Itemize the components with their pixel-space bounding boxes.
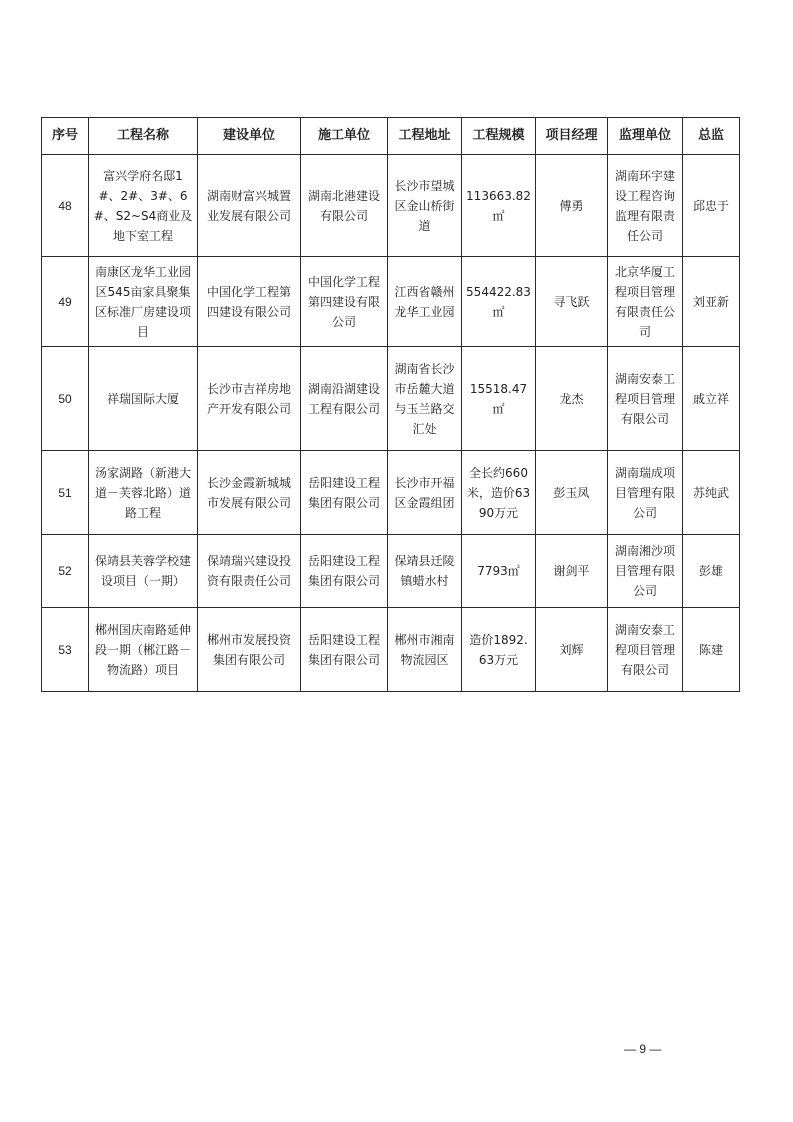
cell-scale: 全长约660米，造价6390万元 <box>462 451 536 535</box>
cell-contractor: 湖南北港建设有限公司 <box>301 155 388 257</box>
project-table <box>41 117 740 692</box>
header-contractor: 施工单位 <box>301 118 388 155</box>
cell-seq: 51 <box>42 451 89 535</box>
header-name: 工程名称 <box>89 118 198 155</box>
cell-director: 彭雄 <box>683 535 740 608</box>
cell-director: 邱忠于 <box>683 155 740 257</box>
cell-supervisor: 湖南安泰工程项目管理有限公司 <box>608 347 683 451</box>
cell-builder: 中国化学工程第四建设有限公司 <box>198 257 301 347</box>
cell-scale: 113663.82㎡ <box>462 155 536 257</box>
cell-scale: 7793㎡ <box>462 535 536 608</box>
cell-seq: 48 <box>42 155 89 257</box>
cell-supervisor: 湖南瑞成项目管理有限公司 <box>608 451 683 535</box>
cell-builder: 保靖瑞兴建设投资有限责任公司 <box>198 535 301 608</box>
cell-address: 江西省赣州龙华工业园 <box>388 257 462 347</box>
cell-name: 保靖县芙蓉学校建设项目（一期） <box>89 535 198 608</box>
cell-contractor: 湖南沿湖建设工程有限公司 <box>301 347 388 451</box>
header-director: 总监 <box>683 118 740 155</box>
header-address: 工程地址 <box>388 118 462 155</box>
cell-builder: 郴州市发展投资集团有限公司 <box>198 608 301 692</box>
cell-manager: 寻飞跃 <box>536 257 608 347</box>
cell-scale: 15518.47㎡ <box>462 347 536 451</box>
header-builder: 建设单位 <box>198 118 301 155</box>
cell-manager: 彭玉凤 <box>536 451 608 535</box>
table-row <box>42 257 740 347</box>
cell-scale: 造价1892.63万元 <box>462 608 536 692</box>
cell-builder: 湖南财富兴城置业发展有限公司 <box>198 155 301 257</box>
cell-name: 南康区龙华工业园区545亩家具聚集区标准厂房建设项目 <box>89 257 198 347</box>
cell-director: 陈建 <box>683 608 740 692</box>
cell-manager: 龙杰 <box>536 347 608 451</box>
cell-builder: 长沙金霞新城城市发展有限公司 <box>198 451 301 535</box>
header-manager: 项目经理 <box>536 118 608 155</box>
cell-address: 湖南省长沙市岳麓大道与玉兰路交汇处 <box>388 347 462 451</box>
cell-contractor: 岳阳建设工程集团有限公司 <box>301 451 388 535</box>
cell-contractor: 中国化学工程第四建设有限公司 <box>301 257 388 347</box>
cell-name: 汤家湖路（新港大道－芙蓉北路）道路工程 <box>89 451 198 535</box>
cell-builder: 长沙市吉祥房地产开发有限公司 <box>198 347 301 451</box>
cell-manager: 傅勇 <box>536 155 608 257</box>
table-row <box>42 608 740 692</box>
table-row <box>42 155 740 257</box>
cell-contractor: 岳阳建设工程集团有限公司 <box>301 535 388 608</box>
cell-seq: 53 <box>42 608 89 692</box>
cell-director: 戚立祥 <box>683 347 740 451</box>
cell-address: 长沙市望城区金山桥街道 <box>388 155 462 257</box>
table-row <box>42 347 740 451</box>
cell-director: 刘亚新 <box>683 257 740 347</box>
header-scale: 工程规模 <box>462 118 536 155</box>
table-row <box>42 451 740 535</box>
cell-supervisor: 北京华厦工程项目管理有限责任公司 <box>608 257 683 347</box>
cell-supervisor: 湖南环宇建设工程咨询监理有限责任公司 <box>608 155 683 257</box>
header-seq: 序号 <box>42 118 89 155</box>
cell-address: 长沙市开福区金霞组团 <box>388 451 462 535</box>
cell-seq: 50 <box>42 347 89 451</box>
cell-director: 苏纯武 <box>683 451 740 535</box>
cell-scale: 554422.83㎡ <box>462 257 536 347</box>
cell-seq: 52 <box>42 535 89 608</box>
cell-name: 郴州国庆南路延伸段一期（郴江路－物流路）项目 <box>89 608 198 692</box>
cell-name: 富兴学府名邸1#、2#、3#、6#、S2~S4商业及地下室工程 <box>89 155 198 257</box>
table-row <box>42 535 740 608</box>
cell-supervisor: 湖南湘沙项目管理有限公司 <box>608 535 683 608</box>
cell-manager: 刘辉 <box>536 608 608 692</box>
cell-supervisor: 湖南安泰工程项目管理有限公司 <box>608 608 683 692</box>
cell-manager: 谢剑平 <box>536 535 608 608</box>
cell-name: 祥瑞国际大厦 <box>89 347 198 451</box>
cell-address: 郴州市湘南物流园区 <box>388 608 462 692</box>
cell-address: 保靖县迁陵镇蜡水村 <box>388 535 462 608</box>
cell-contractor: 岳阳建设工程集团有限公司 <box>301 608 388 692</box>
table-header-row <box>42 118 740 155</box>
cell-seq: 49 <box>42 257 89 347</box>
page-number: — 9 — <box>624 1042 662 1056</box>
header-supervisor: 监理单位 <box>608 118 683 155</box>
